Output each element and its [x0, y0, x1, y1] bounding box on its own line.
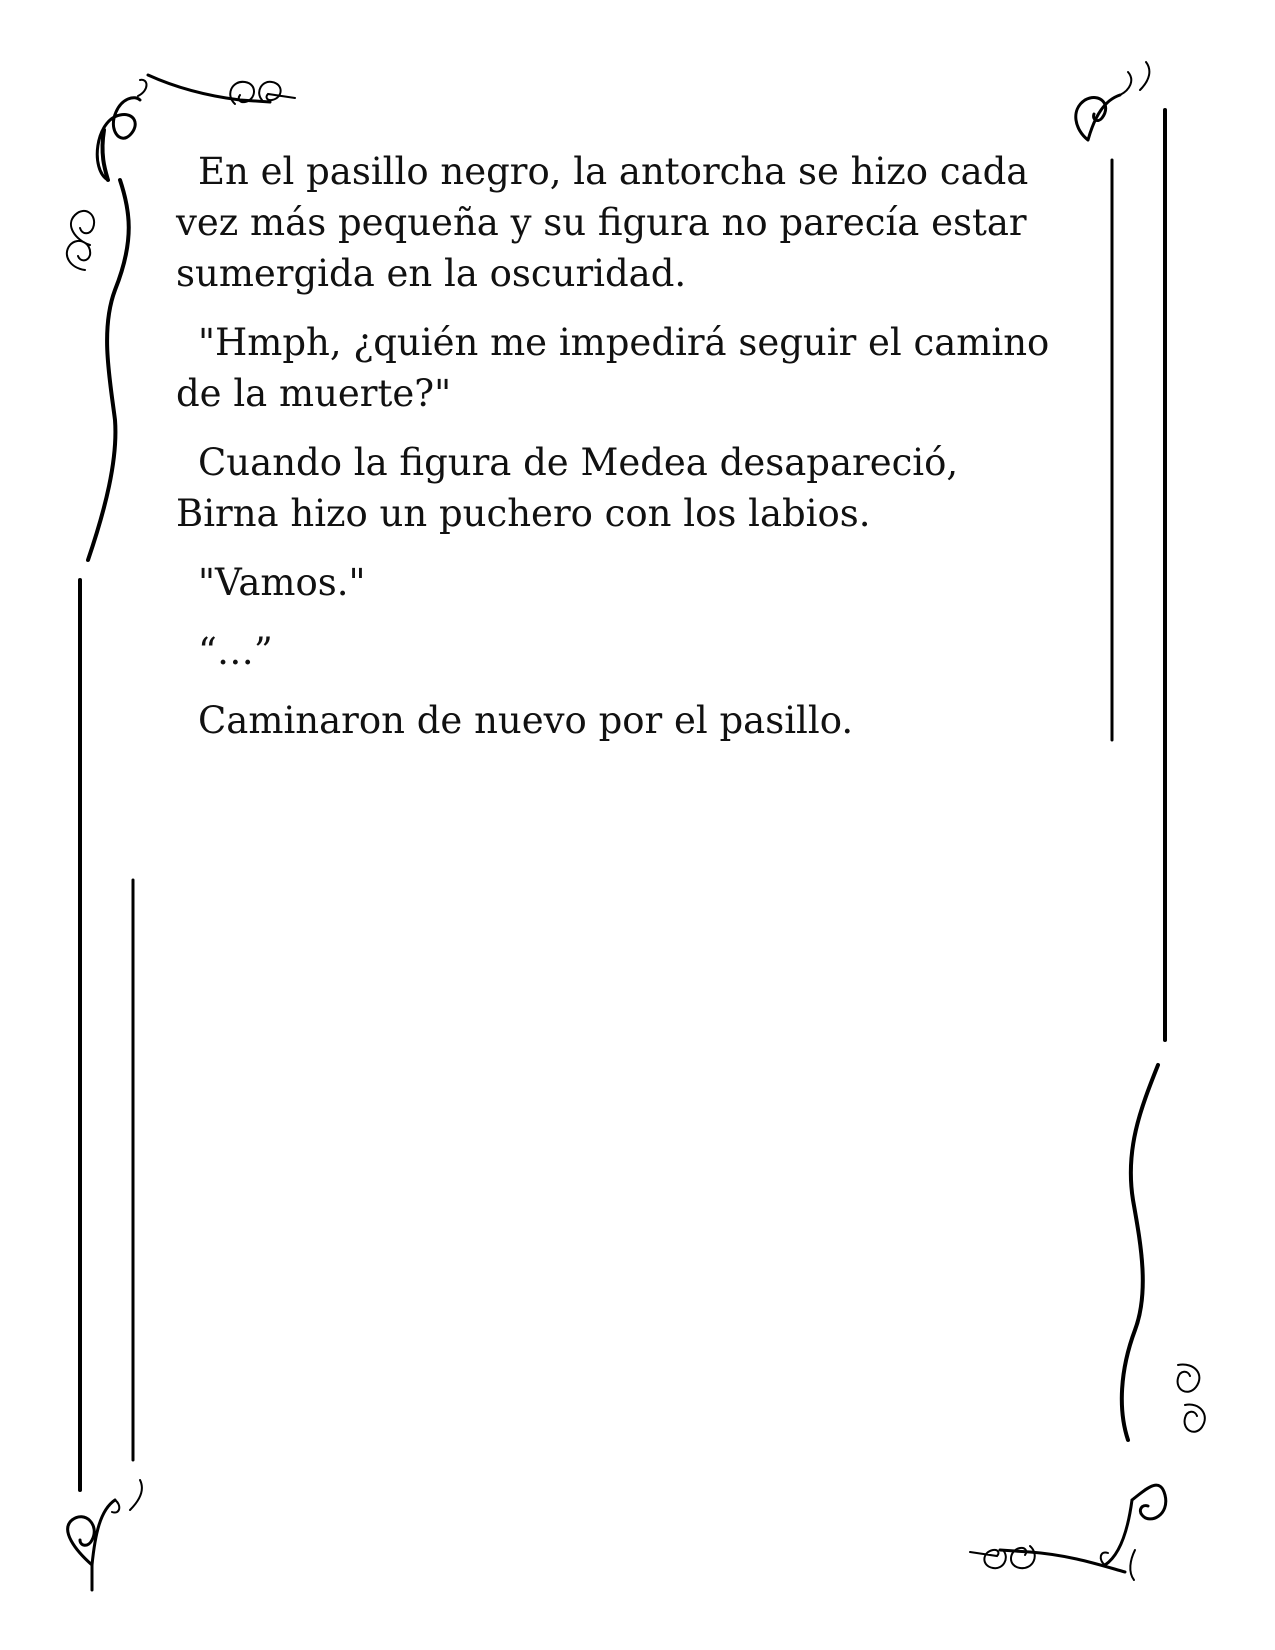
bottom-left-flourish-small: [112, 1480, 142, 1513]
paragraph-6: [176, 695, 1076, 746]
top-right-flourish: [1076, 95, 1120, 140]
line: "Hmph, ¿quién me impedirá seguir el camino: [198, 321, 1050, 364]
paragraph-2: [176, 317, 1076, 419]
bottom-right-curve: [1122, 1065, 1158, 1440]
paragraph-3: [176, 437, 1076, 539]
line: “…”: [198, 630, 273, 673]
bottom-right-curls: [970, 1546, 1035, 1568]
paragraph-1: [176, 146, 1076, 299]
paragraph-4: [176, 557, 1076, 608]
top-left-side-curls: [67, 211, 94, 270]
line: "Vamos.": [198, 561, 366, 604]
line: sumergida en la oscuridad.: [176, 252, 687, 295]
line: Cuando la figura de Medea desapareció,: [198, 441, 959, 484]
bottom-right-side-curls: [1178, 1365, 1205, 1432]
bottom-right-flourish: [1105, 1485, 1166, 1565]
top-left-curls: [230, 82, 295, 104]
top-left-flourish-tail: [103, 130, 108, 180]
bottom-left-flourish: [68, 1500, 115, 1565]
story-text: [176, 146, 1076, 764]
line: En el pasillo negro, la antorcha se hizo cada: [198, 150, 1029, 193]
top-left-flourish-small: [138, 80, 147, 96]
line: vez más pequeña y su figura no parecía estar: [176, 201, 1027, 244]
top-right-flourish-small: [1120, 62, 1149, 95]
paragraph-5: [176, 626, 1076, 677]
line: Birna hizo un puchero con los labios.: [176, 492, 871, 535]
top-left-curve: [88, 180, 129, 560]
line: de la muerte?": [176, 372, 452, 415]
line: Caminaron de nuevo por el pasillo.: [198, 699, 854, 742]
